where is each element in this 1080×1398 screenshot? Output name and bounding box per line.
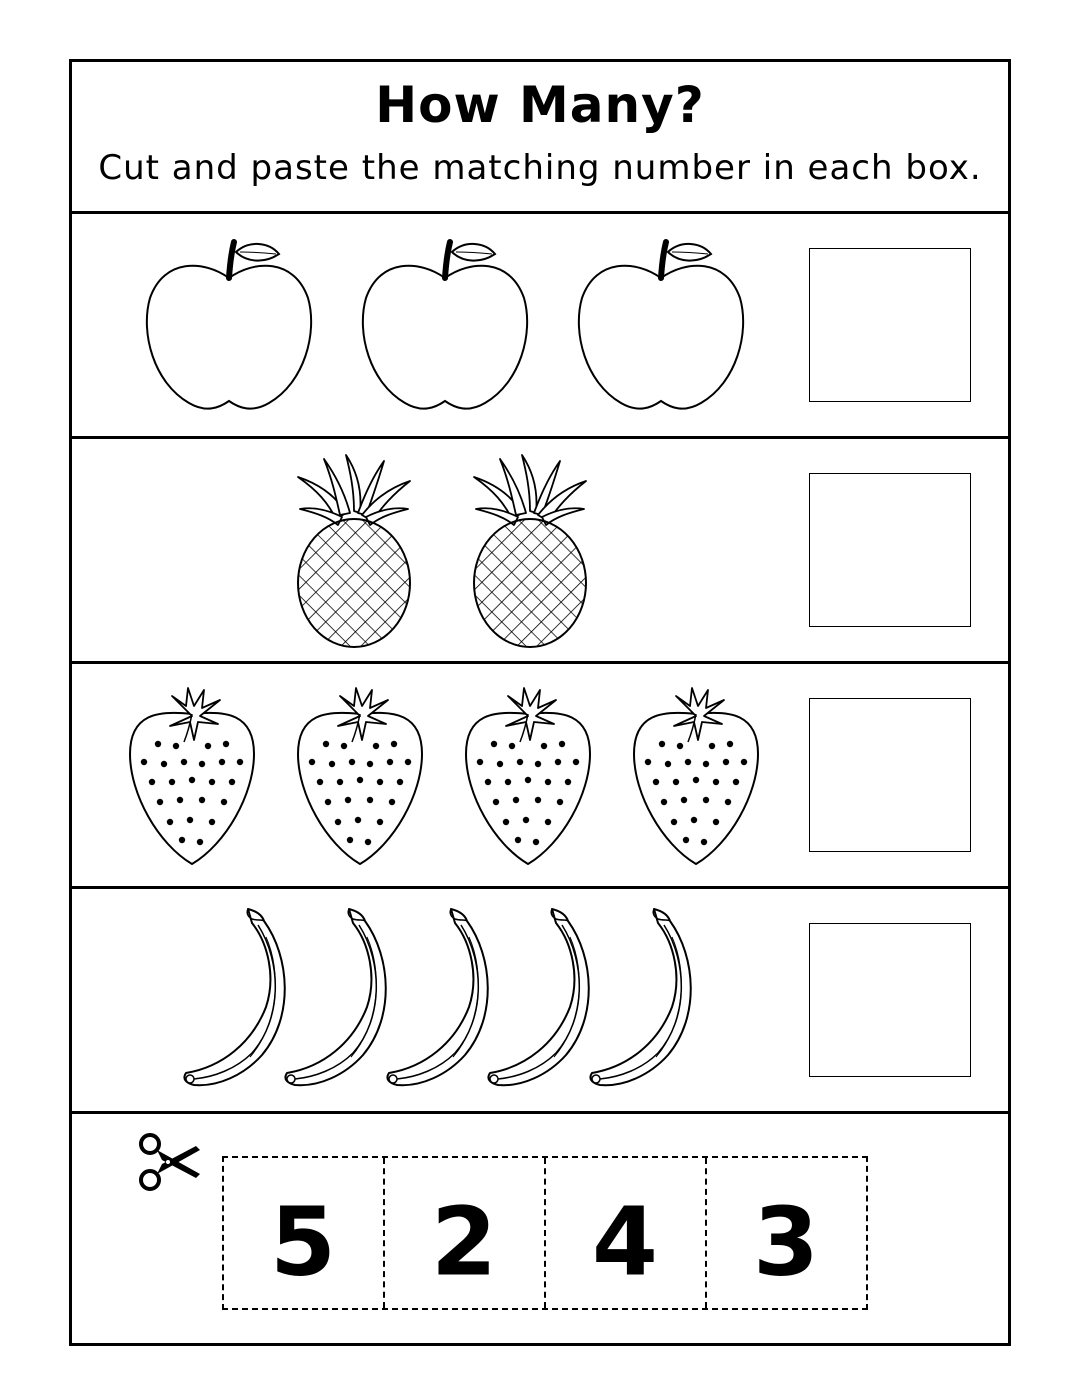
apple-icon	[360, 238, 530, 416]
answer-box-pineapples[interactable]	[809, 473, 971, 627]
scissors-icon	[138, 1130, 202, 1194]
apple-icon	[144, 238, 314, 416]
strawberry-icon	[296, 684, 424, 868]
answer-box-strawberries[interactable]	[809, 698, 971, 852]
number-cutout[interactable]	[224, 1158, 385, 1308]
apple-icon	[576, 238, 746, 416]
number-cutout[interactable]	[385, 1158, 546, 1308]
number-cutout[interactable]	[546, 1158, 707, 1308]
strawberry-icon	[632, 684, 760, 868]
page-title: How Many?	[375, 76, 705, 134]
row-strawberries	[72, 664, 1008, 889]
cutout-number-svg	[546, 1158, 705, 1308]
cutout-number-4: 4	[592, 1187, 658, 1298]
cutout-number-5: 5	[270, 1187, 336, 1298]
number-cutout-strip	[222, 1156, 868, 1310]
answer-box-apples[interactable]	[809, 248, 971, 402]
cutout-number-svg	[224, 1158, 383, 1308]
pineapple-icon	[472, 453, 588, 649]
answer-box-bananas[interactable]	[809, 923, 971, 1077]
row-apples	[72, 214, 1008, 439]
cutout-number-2: 2	[431, 1187, 497, 1298]
row-pineapples	[72, 439, 1008, 664]
strawberry-icon	[128, 684, 256, 868]
row-bananas	[72, 889, 1008, 1114]
worksheet-header	[72, 62, 1008, 214]
cutout-number-svg	[707, 1158, 866, 1308]
cutout-number-svg	[385, 1158, 544, 1308]
worksheet	[69, 59, 1011, 1346]
banana-icon	[588, 907, 708, 1091]
pineapple-icon	[296, 453, 412, 649]
cutout-number-3: 3	[753, 1187, 819, 1298]
instruction-text: Cut and paste the matching number in each box.	[98, 148, 982, 188]
strawberry-icon	[464, 684, 592, 868]
number-cutout[interactable]	[707, 1158, 866, 1308]
cutout-section	[72, 1114, 1008, 1346]
